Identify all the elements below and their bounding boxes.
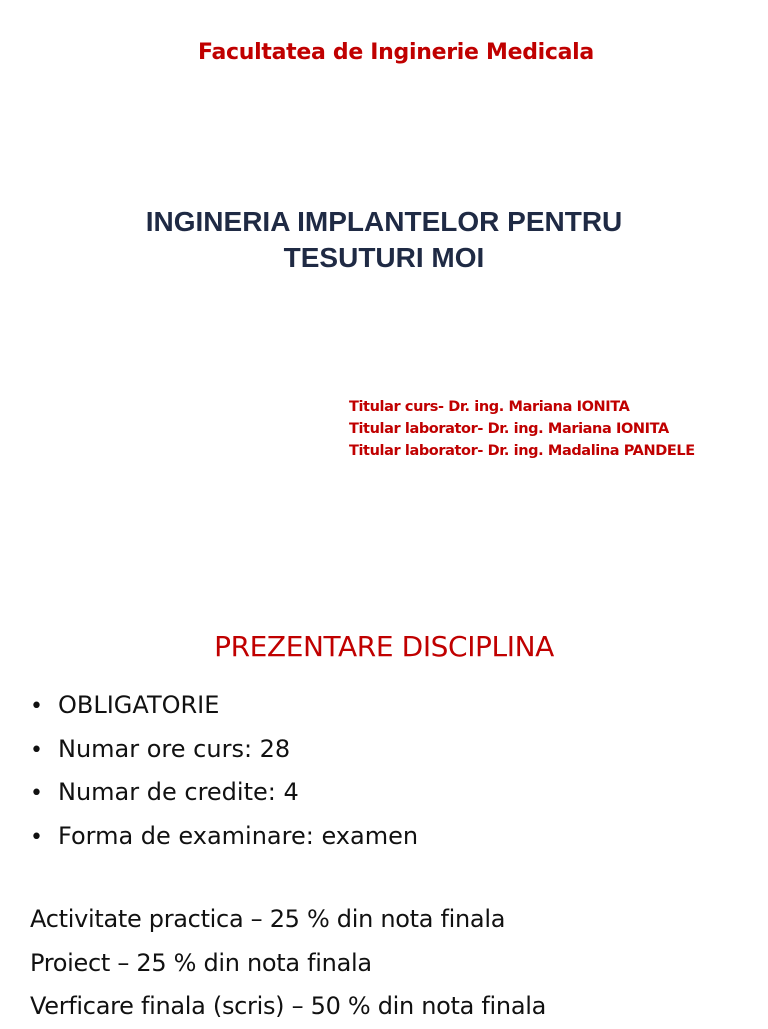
course-title — [0, 204, 768, 276]
bullet-icon: • — [30, 694, 43, 719]
discipline-details-list — [30, 684, 418, 858]
list-item — [30, 728, 418, 772]
list-item — [30, 771, 418, 815]
staff-course-lead: Titular curs- Dr. ing. Mariana IONITA — [349, 399, 630, 415]
bullet-icon: • — [30, 737, 43, 763]
grading-final-exam: Verficare finala (scris) – 50 % din nota finala — [30, 992, 546, 1020]
faculty-name: Facultatea de Inginerie Medicala — [198, 40, 594, 65]
staff-lab-lead-2: Titular laborator- Dr. ing. Madalina PANDELE — [349, 443, 695, 459]
list-item-text: OBLIGATORIE — [58, 691, 220, 719]
course-title-line-1: INGINERIA IMPLANTELOR PENTRU — [145, 206, 623, 237]
list-item-text: Numar ore curs: 28 — [58, 734, 291, 763]
teaching-staff — [349, 396, 695, 462]
grading-practical: Activitate practica – 25 % din nota finala — [30, 905, 506, 933]
course-title-line-2: TESUTURI MOI — [283, 242, 485, 273]
section-title: PREZENTARE DISCIPLINA — [214, 630, 554, 663]
list-item — [30, 815, 418, 859]
bullet-icon: • — [30, 781, 43, 806]
grading-project: Proiect – 25 % din nota finala — [30, 948, 372, 977]
list-item — [30, 684, 418, 728]
staff-lab-lead-1: Titular laborator- Dr. ing. Mariana IONITA — [349, 421, 669, 437]
discipline-slide — [0, 580, 768, 1024]
bullet-icon: • — [30, 824, 43, 850]
list-item-text: Forma de examinare: examen — [58, 821, 419, 850]
list-item-text: Numar de credite: 4 — [58, 778, 299, 806]
grading-breakdown — [30, 898, 546, 1029]
